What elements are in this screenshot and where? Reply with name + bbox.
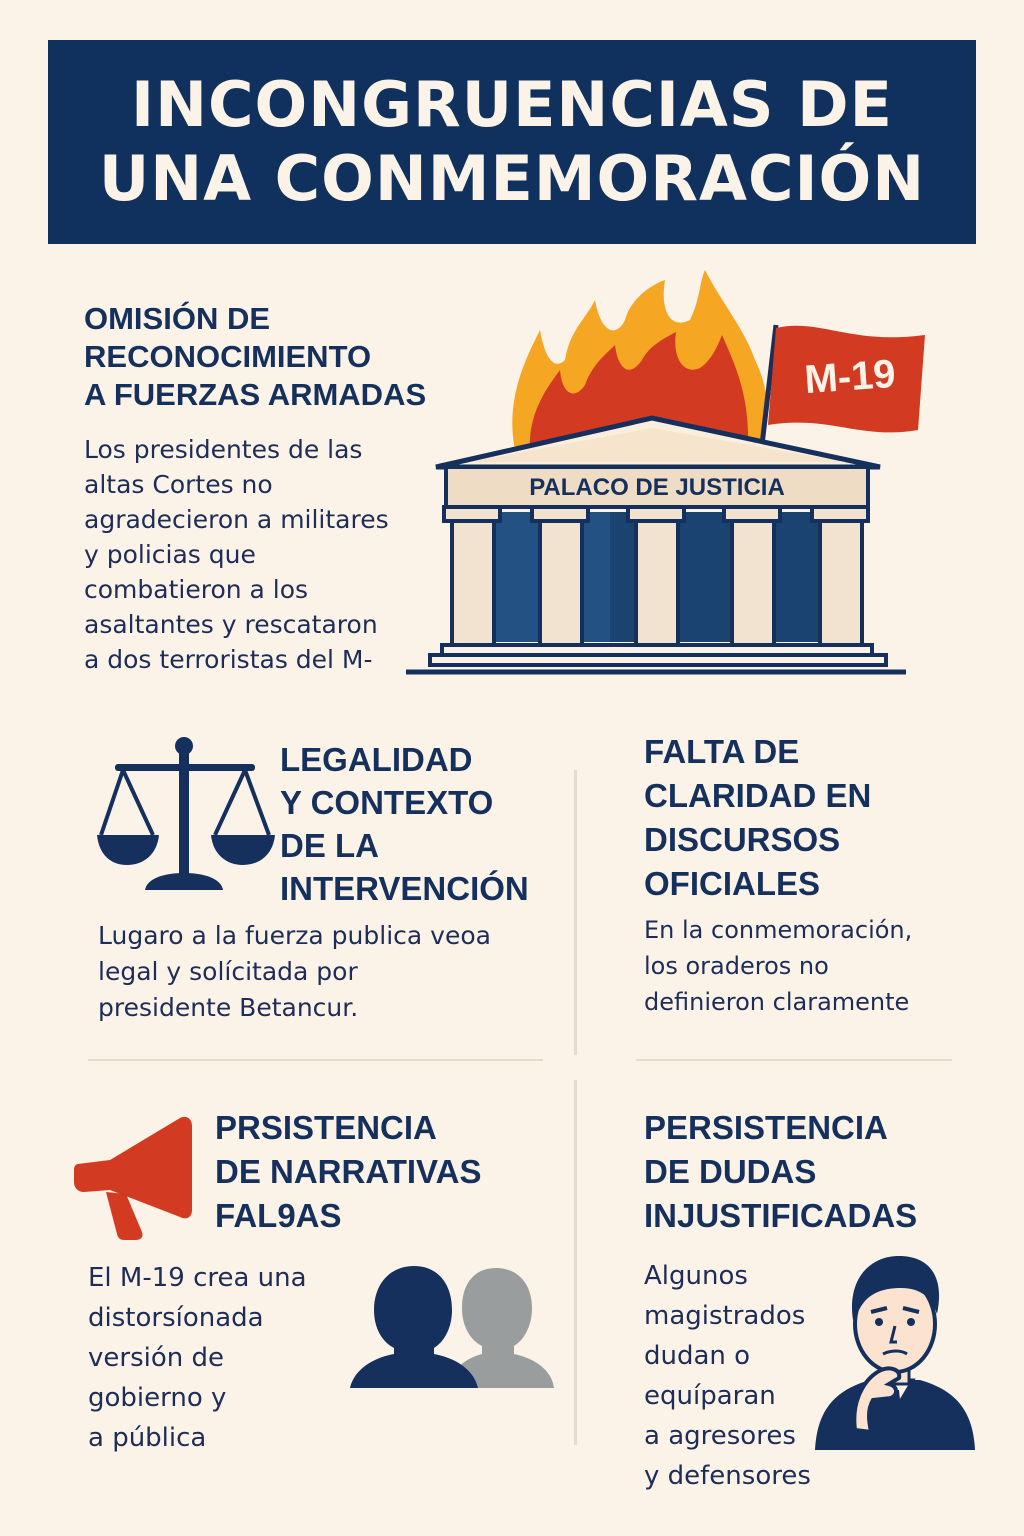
body-line: Los presidentes de las — [84, 435, 363, 464]
section-heading-dudas — [644, 1106, 917, 1238]
heading-line: INTERVENCIÓN — [280, 870, 529, 907]
heading-line: DE DUDAS — [644, 1153, 817, 1190]
body-line: gobierno y — [88, 1383, 227, 1413]
body-line: presidente Betancur. — [98, 993, 359, 1022]
heading-line: FALTA DE — [644, 733, 800, 770]
body-line: distorsíonada — [88, 1303, 264, 1333]
heading-line: DE NARRATIVAS — [215, 1153, 482, 1190]
body-line: y defensores — [644, 1461, 811, 1491]
vertical-divider-bottom — [574, 1080, 577, 1445]
body-line: Lugaro a la fuerza publica veoa — [98, 921, 491, 950]
heading-line: PRSISTENCIA — [215, 1109, 437, 1146]
body-line: El M-19 crea una — [88, 1263, 307, 1293]
heading-line: LEGALIDAD — [280, 741, 473, 778]
body-line: agradecieron a militares — [84, 505, 389, 534]
heading-line: FAL9AS — [215, 1197, 342, 1234]
heading-line: Y CONTEXTO — [280, 784, 494, 821]
section-body-falta-claridad — [644, 912, 912, 1020]
section-body-dudas — [644, 1256, 811, 1496]
heading-line: INJUSTIFICADAS — [644, 1197, 918, 1234]
thinking-man-icon — [815, 1250, 975, 1450]
page-title-line1: INCONGRUENCIAS DE — [131, 68, 893, 141]
m19-flag-label: M-19 — [802, 351, 897, 403]
section-body-narrativas — [88, 1258, 307, 1458]
page-title-line2: UNA CONMEMORACIÓN — [98, 142, 926, 215]
heading-line: RECONOCIMIENTO — [84, 339, 372, 374]
body-line: altas Cortes no — [84, 470, 273, 499]
body-line: a agresores — [644, 1421, 796, 1451]
heading-line: DISCURSOS — [644, 821, 841, 858]
body-line: definieron claramente — [644, 988, 910, 1016]
vertical-divider-top — [574, 770, 577, 1055]
horizontal-divider-left — [88, 1059, 543, 1061]
body-line: Algunos — [644, 1261, 748, 1291]
building-label: PALACO DE JUSTICIA — [529, 474, 785, 501]
body-line: los oraderos no — [644, 952, 829, 980]
body-line: dudan o — [644, 1341, 751, 1371]
section-heading-narrativas — [215, 1106, 481, 1238]
body-line: legal y solícitada por — [98, 957, 358, 986]
heading-line: DE LA — [280, 827, 379, 864]
heading-line: CLARIDAD EN — [644, 777, 872, 814]
section-heading-falta-claridad — [644, 730, 871, 906]
body-line: magistrados — [644, 1301, 806, 1331]
megaphone-icon — [70, 1112, 210, 1252]
heading-line: PERSISTENCIA — [644, 1109, 888, 1146]
section-heading-legalidad — [280, 738, 529, 910]
section-body-legalidad — [98, 918, 491, 1026]
heading-line: OFICIALES — [644, 865, 821, 902]
scales-of-justice-icon — [95, 730, 295, 900]
body-line: asaltantes y rescataron — [84, 610, 378, 639]
body-line: En la conmemoración, — [644, 916, 913, 944]
body-line: versión de — [88, 1343, 224, 1373]
two-people-silhouette-icon — [348, 1262, 558, 1392]
body-line: equíparan — [644, 1381, 776, 1411]
body-line: a pública — [88, 1423, 207, 1453]
horizontal-divider-right — [636, 1059, 952, 1061]
body-line: y policias que — [84, 540, 256, 569]
body-line: a dos terroristas del M- — [84, 645, 373, 674]
body-line: combatieron a los — [84, 575, 309, 604]
heading-line: A FUERZAS ARMADAS — [84, 377, 427, 412]
heading-line: OMISIÓN DE — [84, 301, 271, 336]
